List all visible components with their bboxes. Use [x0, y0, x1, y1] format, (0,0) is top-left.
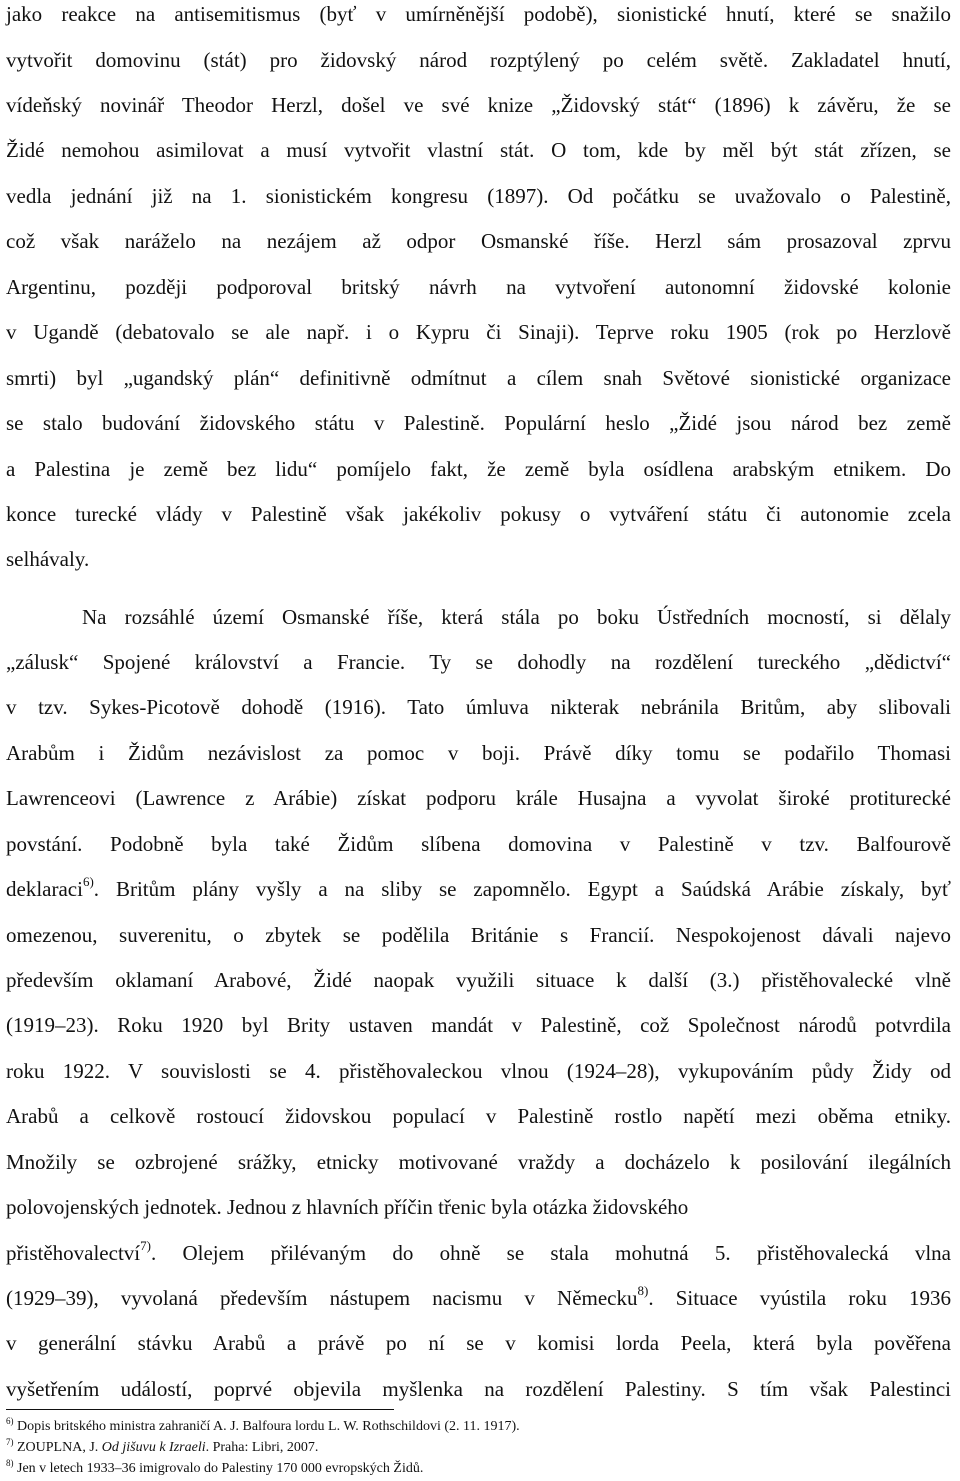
footnote-text: Jen v letech 1933–36 imigrovalo do Palestiny 170 000 evropských Židů. [13, 1461, 424, 1476]
text-line: vedla jednání již na 1. sionistickém kongresu (1897). Od počátku se uvažovalo o Palestině, [6, 184, 951, 208]
footnote-8 [6, 1460, 946, 1477]
text-line: v tzv. Sykes-Picotově dohodě (1916). Tato úmluva nikterak nebránila Britům, aby slibovali [6, 695, 951, 719]
text-line: se stalo budování židovského státu v Palestině. Populární heslo „Židé jsou národ bez země [6, 411, 951, 435]
text-line: a Palestina je země bez lidu“ pomíjelo fakt, že země byla osídlena arabským etnikem. Do [6, 457, 951, 481]
text-line [6, 1240, 951, 1266]
text-line: Na rozsáhlé území Osmanské říše, která stála po boku Ústředních mocností, si dělaly [82, 605, 951, 629]
text-line: roku 1922. V souvislosti se 4. přistěhovaleckou vlnou (1924–28), vykupováním půdy Židy od [6, 1059, 951, 1083]
text-line: Arabů a celkově rostoucí židovskou populací v Palestině rostlo napětí mezi oběma etniky. [6, 1104, 951, 1128]
footnote-mark: 8) [6, 1458, 14, 1468]
text-line: Množily se ozbrojené srážky, etnicky motivované vraždy a docházelo k posilování ilegálních [6, 1150, 951, 1174]
text-line: Lawrenceovi (Lawrence z Arábie) získat podporu krále Husajna a vyvolat široké protiturecké [6, 786, 951, 810]
text-line: vytvořit domovinu (stát) pro židovský národ rozptýlený po celém světě. Zakladatel hnutí, [6, 48, 951, 72]
text-line [6, 1285, 951, 1311]
text-line: povstání. Podobně byla také Židům slíbena domovina v Palestině v tzv. Balfourově [6, 832, 951, 856]
text-line: v generální stávku Arabů a právě po ní se v komisi lorda Peela, která byla pověřena [6, 1331, 951, 1355]
text-line: především oklamaní Arabové, Židé naopak využili situace k další (3.) přistěhovalecké vlně [6, 968, 951, 992]
text-line: v Ugandě (debatovalo se ale např. i o Kypru či Sinaji). Teprve roku 1905 (rok po Herzlově [6, 320, 951, 344]
text-line [6, 876, 951, 902]
text-line: což však naráželo na nezájem až odpor Osmanské říše. Herzl sám prosazoval zprvu [6, 229, 951, 253]
footnote-reference-8: 8) [637, 1283, 649, 1298]
text-line: omezenou, suverenitu, o zbytek se podělila Británie s Francií. Nespokojenost dávali najevo [6, 923, 951, 947]
text-segment: přistěhovalectví [6, 1241, 141, 1265]
text-line: Arabům i Židům nezávislost za pomoc v boji. Právě díky tomu se podařilo Thomasi [6, 741, 951, 765]
text-line: smrti) byl „ugandský plán“ definitivně odmítnut a cílem snah Světové sionistické organizace [6, 366, 951, 390]
footnote-text: . Praha: Libri, 2007. [205, 1440, 319, 1455]
footnote-book-title: Od jišuvu k Izraeli [101, 1440, 206, 1455]
text-line: Argentinu, později podporoval britský návrh na vytvoření autonomní židovské kolonie [6, 275, 951, 299]
text-segment: . Olejem přilévaným do ohně se stala mohutná 5. přistěhovalecká vlna [150, 1241, 951, 1265]
text-line: konce turecké vlády v Palestině však jakékoliv pokusy o vytváření státu či autonomie zcela [6, 502, 951, 526]
footnote-mark: 7) [6, 1437, 14, 1447]
text-line: polovojenských jednotek. Jednou z hlavních příčin třenic byla otázka židovského [6, 1195, 689, 1219]
text-segment: (1929–39), vyvolaná především nástupem nacismu v Německu [6, 1286, 638, 1310]
footnote-separator [6, 1409, 394, 1410]
footnote-mark: 6) [6, 1416, 14, 1426]
footnote-6 [6, 1418, 946, 1435]
text-segment: . Situace vyústila roku 1936 [648, 1286, 951, 1310]
text-line: vídeňský novinář Theodor Herzl, došel ve své knize „Židovský stát“ (1896) k závěru, že se [6, 93, 951, 117]
footnote-text: Dopis britského ministra zahraničí A. J. Balfoura lordu L. W. Rothschildovi (2. 11. 1917). [13, 1419, 520, 1434]
text-segment: deklaraci [6, 877, 83, 901]
text-segment: . Britům plány vyšly a na sliby se zapomnělo. Egypt a Saúdská Arábie získaly, byť [93, 877, 951, 901]
footnote-reference-6: 6) [82, 874, 94, 889]
text-line: „zálusk“ Spojené království a Francie. Ty se dohodly na rozdělení tureckého „dědictví“ [6, 650, 951, 674]
text-line: selhávaly. [6, 547, 90, 571]
footnote-7 [6, 1439, 946, 1456]
footnote-text: ZOUPLNA, J. [13, 1440, 102, 1455]
footnote-reference-7: 7) [140, 1238, 151, 1253]
text-line: vyšetřením událostí, poprvé objevila myšlenka na rozdělení Palestiny. S tím však Palestinci [6, 1377, 951, 1401]
text-line: Židé nemohou asimilovat a musí vytvořit vlastní stát. O tom, kde by měl být stát zřízen, se [6, 138, 951, 162]
text-line: jako reakce na antisemitismus (byť v umírněnější podobě), sionistické hnutí, které se snažilo [6, 2, 951, 26]
text-line: (1919–23). Roku 1920 byl Brity ustaven mandát v Palestině, což Společnost národů potvrdila [6, 1013, 951, 1037]
